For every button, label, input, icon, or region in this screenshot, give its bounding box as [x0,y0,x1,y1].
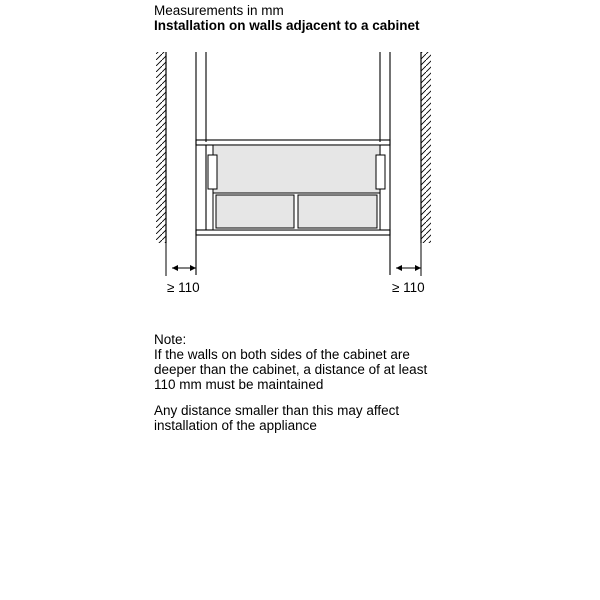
dimension-label-right: ≥ 110 [392,280,425,295]
dimension-left [166,243,196,276]
note-block [154,332,427,392]
dimension-label-left: ≥ 110 [167,280,200,295]
caption-title: Installation on walls adjacent to a cabinet [154,18,420,33]
note-line: 110 mm must be maintained [154,377,324,392]
appliance-drawer [208,145,385,230]
note-line: installation of the appliance [154,418,317,433]
note-warning-block [154,403,399,433]
dimension-right [396,243,421,276]
note-line: If the walls on both sides of the cabinet are [154,347,410,362]
caption-measurements: Measurements in mm [154,3,284,18]
note-line: Any distance smaller than this may affect [154,403,400,418]
note-line: deeper than the cabinet, a distance of at least [154,362,428,377]
note-heading: Note: [154,332,187,347]
left-wall [156,52,166,243]
right-wall [421,52,431,243]
